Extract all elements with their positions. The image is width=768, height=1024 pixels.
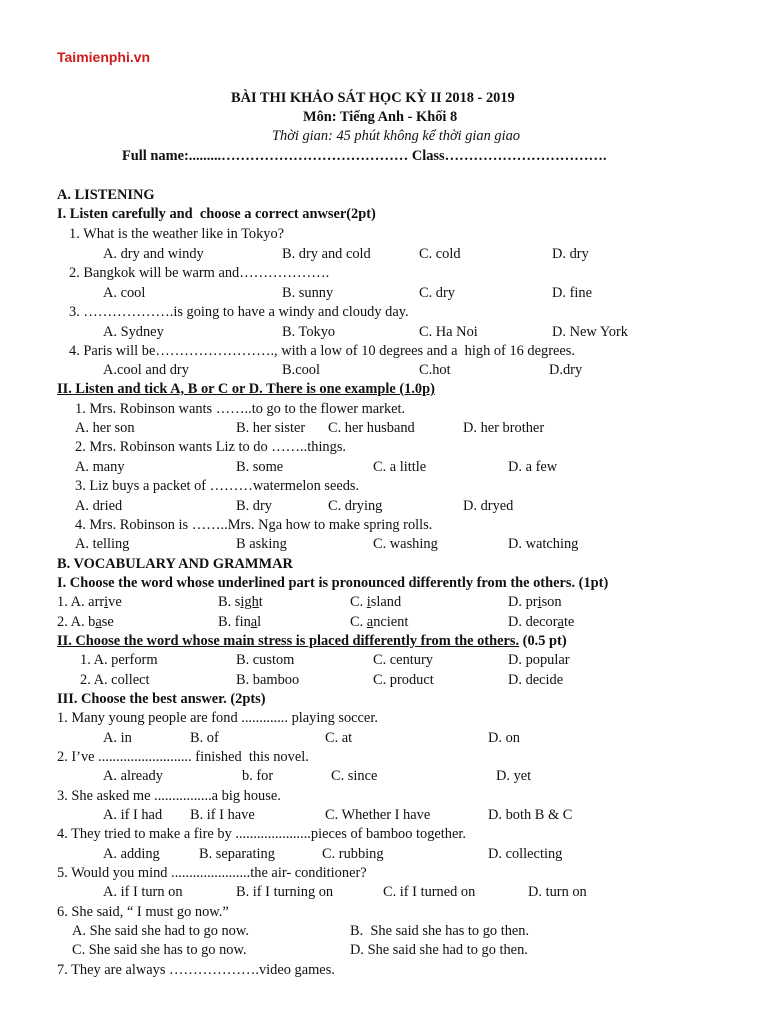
answer-option[interactable]: B. sunny <box>282 285 334 301</box>
answer-option[interactable]: D. prison <box>508 594 562 610</box>
question-text: 4. Mrs. Robinson is ……..Mrs. Nga how to make spring rolls. <box>75 517 433 533</box>
answer-option[interactable]: C. product <box>373 672 434 688</box>
question-text: 3. She asked me ................a big house. <box>57 788 281 804</box>
answer-option[interactable]: C. rubbing <box>322 846 384 862</box>
section-b-part3-title: III. Choose the best answer. (2pts) <box>57 691 266 707</box>
question-text: 2. Bangkok will be warm and………………. <box>69 265 330 281</box>
answer-option[interactable]: C. cold <box>419 246 461 262</box>
answer-option[interactable]: C. Whether I have <box>325 807 431 823</box>
answer-option[interactable]: A. many <box>75 459 125 475</box>
fullname-row <box>122 148 607 165</box>
answer-option[interactable]: D. decorate <box>508 614 575 630</box>
answer-option[interactable]: C. since <box>331 768 378 784</box>
question-text: 5. Would you mind ......................the air- conditioner? <box>57 865 367 881</box>
class-blank[interactable]: ……………………………. <box>444 148 607 164</box>
answer-option[interactable]: B. dry and cold <box>282 246 371 262</box>
answer-option[interactable]: A. in <box>103 730 132 746</box>
answer-option[interactable]: D. on <box>488 730 520 746</box>
answer-option[interactable]: A. if I turn on <box>103 884 183 900</box>
answer-option[interactable]: A. if I had <box>103 807 163 823</box>
answer-option[interactable]: C. She said she has to go now. <box>72 942 247 958</box>
answer-option[interactable]: C. island <box>350 594 402 610</box>
answer-option[interactable]: D. popular <box>508 652 570 668</box>
answer-option[interactable]: D. decide <box>508 672 564 688</box>
exam-subject: Môn: Tiếng Anh - Khối 8 <box>303 109 458 125</box>
answer-option[interactable]: B. dry <box>236 498 272 514</box>
question-text: 3. Liz buys a packet of ………watermelon seeds. <box>75 478 360 494</box>
answer-option[interactable]: D. her brother <box>463 420 545 436</box>
answer-option[interactable]: D. fine <box>552 285 592 301</box>
answer-option[interactable]: D. turn on <box>528 884 587 900</box>
answer-option[interactable]: D. a few <box>508 459 558 475</box>
answer-option[interactable]: B. Tokyo <box>282 324 336 340</box>
answer-option[interactable]: D. She said she had to go then. <box>350 942 528 958</box>
question-text: 2. I’ve .......................... finished this novel. <box>57 749 309 765</box>
answer-option[interactable]: 1. A. arrive <box>57 594 122 610</box>
answer-option[interactable]: A. dried <box>75 498 123 514</box>
answer-option[interactable]: b. for <box>242 768 274 784</box>
question-text: 3. ……………….is going to have a windy and cloudy day. <box>69 304 409 320</box>
exam-time: Thời gian: 45 phút không kể thời gian giao <box>272 128 520 144</box>
section-b-part1-title: I. Choose the word whose underlined part is pronounced differently from the others. (1pt) <box>57 575 609 591</box>
answer-option[interactable]: B. if I have <box>190 807 255 823</box>
answer-option[interactable]: D. collecting <box>488 846 563 862</box>
answer-option[interactable]: D. watching <box>508 536 579 552</box>
answer-option[interactable]: C.hot <box>419 362 451 378</box>
answer-option[interactable]: C. a little <box>373 459 427 475</box>
answer-option[interactable]: A. telling <box>75 536 130 552</box>
answer-option[interactable]: D. both B & C <box>488 807 573 823</box>
answer-option[interactable]: B. final <box>218 614 262 630</box>
answer-option[interactable]: B. She said she has to go then. <box>350 923 530 939</box>
question-text: 6. She said, “ I must go now.” <box>57 904 229 920</box>
answer-option[interactable]: B. bamboo <box>236 672 300 688</box>
answer-option[interactable]: A. adding <box>103 846 160 862</box>
exam-title: BÀI THI KHẢO SÁT HỌC KỲ II 2018 - 2019 <box>231 90 515 106</box>
question-text: 1. Mrs. Robinson wants ……..to go to the flower market. <box>75 401 406 417</box>
answer-option[interactable]: C. if I turned on <box>383 884 476 900</box>
answer-option[interactable]: C. Ha Noi <box>419 324 478 340</box>
answer-option[interactable]: B. sight <box>218 594 263 610</box>
answer-option[interactable]: A. Sydney <box>103 324 164 340</box>
class-label: Class <box>411 148 445 164</box>
section-a-part2-title: II. Listen and tick A, B or C or D. There is one example (1.0p) <box>57 381 435 397</box>
question-text: 2. Mrs. Robinson wants Liz to do ……..things. <box>75 439 347 455</box>
question-text: 4. Paris will be……………………., with a low of 10 degrees and a high of 16 degrees. <box>69 343 575 359</box>
answer-option[interactable]: C. dry <box>419 285 455 301</box>
section-b-title: B. VOCABULARY AND GRAMMAR <box>57 556 293 572</box>
answer-option[interactable]: D.dry <box>549 362 583 378</box>
answer-option[interactable]: B asking <box>236 536 287 552</box>
answer-option[interactable]: A.cool and dry <box>103 362 189 378</box>
answer-option[interactable]: D. New York <box>552 324 628 340</box>
question-text: 7. They are always ……………….video games. <box>57 962 335 978</box>
answer-option[interactable]: C. her husband <box>328 420 415 436</box>
answer-option[interactable]: B. of <box>190 730 219 746</box>
answer-option[interactable]: 2. A. collect <box>80 672 150 688</box>
answer-option[interactable]: A. cool <box>103 285 146 301</box>
answer-option[interactable]: D. dryed <box>463 498 514 514</box>
fullname-label: Full name: <box>122 148 189 164</box>
answer-option[interactable]: A. dry and windy <box>103 246 204 262</box>
answer-option[interactable]: 1. A. perform <box>80 652 158 668</box>
question-text: 1. What is the weather like in Tokyo? <box>69 226 285 242</box>
section-a-part1-title: I. Listen carefully and choose a correct anwser(2pt) <box>57 206 376 222</box>
answer-option[interactable]: B. separating <box>199 846 275 862</box>
section-a-title: A. LISTENING <box>57 187 155 203</box>
answer-option[interactable]: A. already <box>103 768 163 784</box>
brand-logo-text: Taimienphi.vn <box>57 49 151 65</box>
answer-option[interactable]: A. She said she had to go now. <box>72 923 249 939</box>
answer-option[interactable]: A. her son <box>75 420 135 436</box>
answer-option[interactable]: D. dry <box>552 246 589 262</box>
question-text: 1. Many young people are fond ............. playing soccer. <box>57 710 378 726</box>
answer-option[interactable]: B. custom <box>236 652 295 668</box>
answer-option[interactable]: C. at <box>325 730 353 746</box>
answer-option[interactable]: B.cool <box>282 362 320 378</box>
answer-option[interactable]: B. her sister <box>236 420 306 436</box>
answer-option[interactable]: D. yet <box>496 768 532 784</box>
section-b-part2-title: II. Choose the word whose main stress is placed differently from the others. (0.5 pt) <box>57 633 567 649</box>
fullname-blank[interactable]: .........………………………………… <box>188 148 409 164</box>
answer-option[interactable]: B. some <box>236 459 284 475</box>
answer-option[interactable]: C. washing <box>373 536 438 552</box>
answer-option[interactable]: C. century <box>373 652 433 668</box>
answer-option[interactable]: 2. A. base <box>57 614 114 630</box>
question-text: 4. They tried to make a fire by .....................pieces of bamboo together. <box>57 826 466 842</box>
answer-option[interactable]: B. if I turning on <box>236 884 334 900</box>
answer-option[interactable]: C. ancient <box>350 614 409 630</box>
answer-option[interactable]: C. drying <box>328 498 383 514</box>
